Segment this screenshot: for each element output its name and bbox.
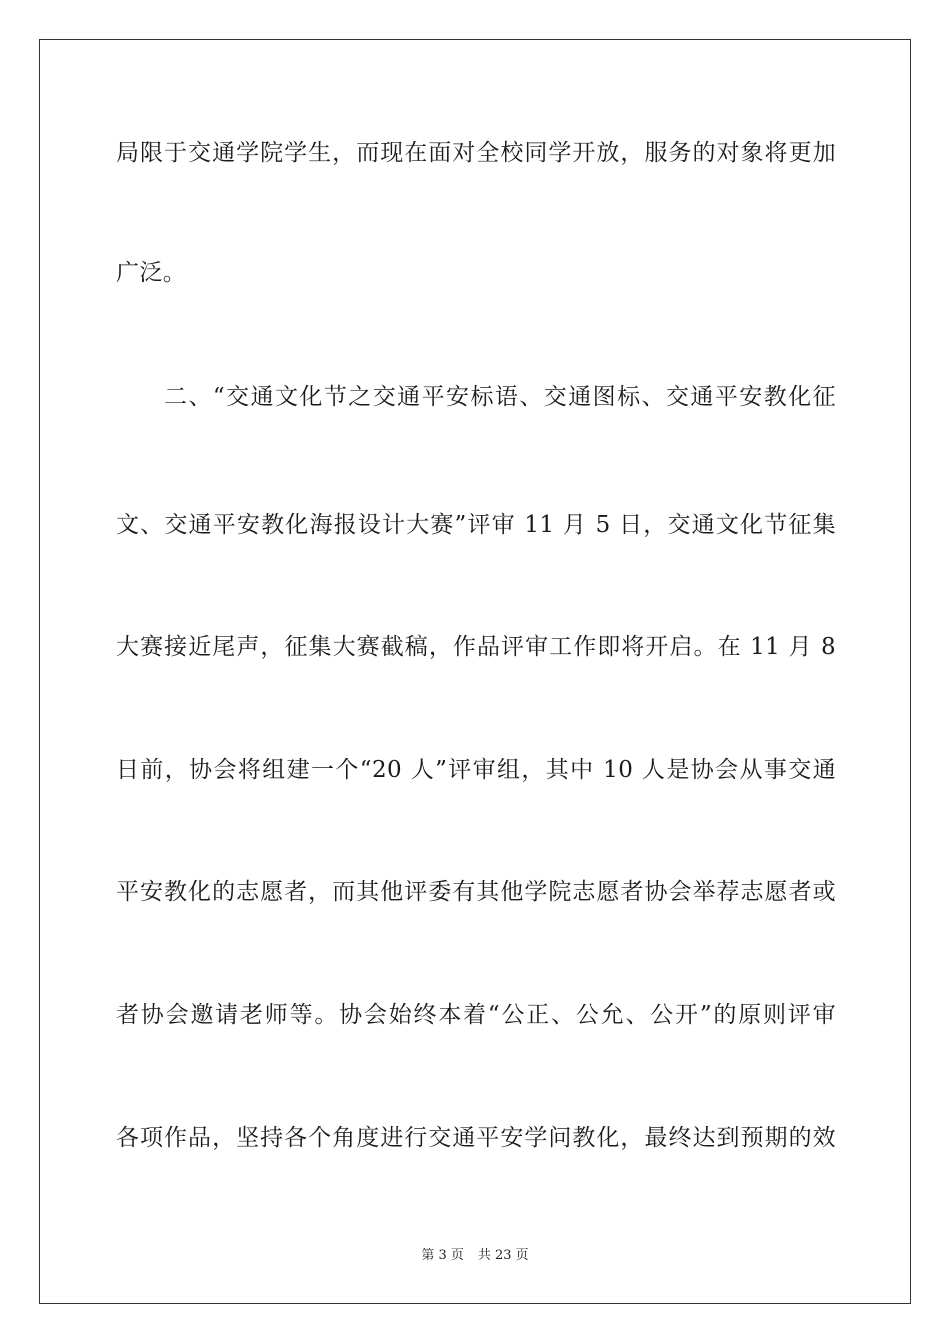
page-total: 共 23 页 bbox=[477, 1248, 529, 1263]
body-text-line: 文、交通平安教化海报设计大赛”评审 11 月 5 日，交通文化节征集 bbox=[116, 512, 836, 538]
body-text-line: 者协会邀请老师等。协会始终本着“公正、公允、公开”的原则评审 bbox=[116, 1002, 836, 1028]
body-text-line: 平安教化的志愿者，而其他评委有其他学院志愿者协会举荐志愿者或 bbox=[116, 879, 836, 905]
body-text-line: 二、“交通文化节之交通平安标语、交通图标、交通平安教化征 bbox=[164, 384, 836, 410]
body-text-line: 广泛。 bbox=[116, 260, 187, 286]
body-text-line: 大赛接近尾声，征集大赛截稿，作品评审工作即将开启。在 11 月 8 bbox=[116, 634, 836, 660]
body-text-line: 日前，协会将组建一个“20 人”评审组，其中 10 人是协会从事交通 bbox=[116, 757, 836, 783]
body-text-line: 局限于交通学院学生，而现在面对全校同学开放，服务的对象将更加 bbox=[116, 140, 836, 166]
page-footer bbox=[0, 1247, 950, 1265]
page-number: 第 3 页 bbox=[421, 1248, 464, 1263]
body-text-line: 各项作品，坚持各个角度进行交通平安学问教化，最终达到预期的效 bbox=[116, 1125, 836, 1151]
page-border bbox=[39, 39, 911, 1304]
